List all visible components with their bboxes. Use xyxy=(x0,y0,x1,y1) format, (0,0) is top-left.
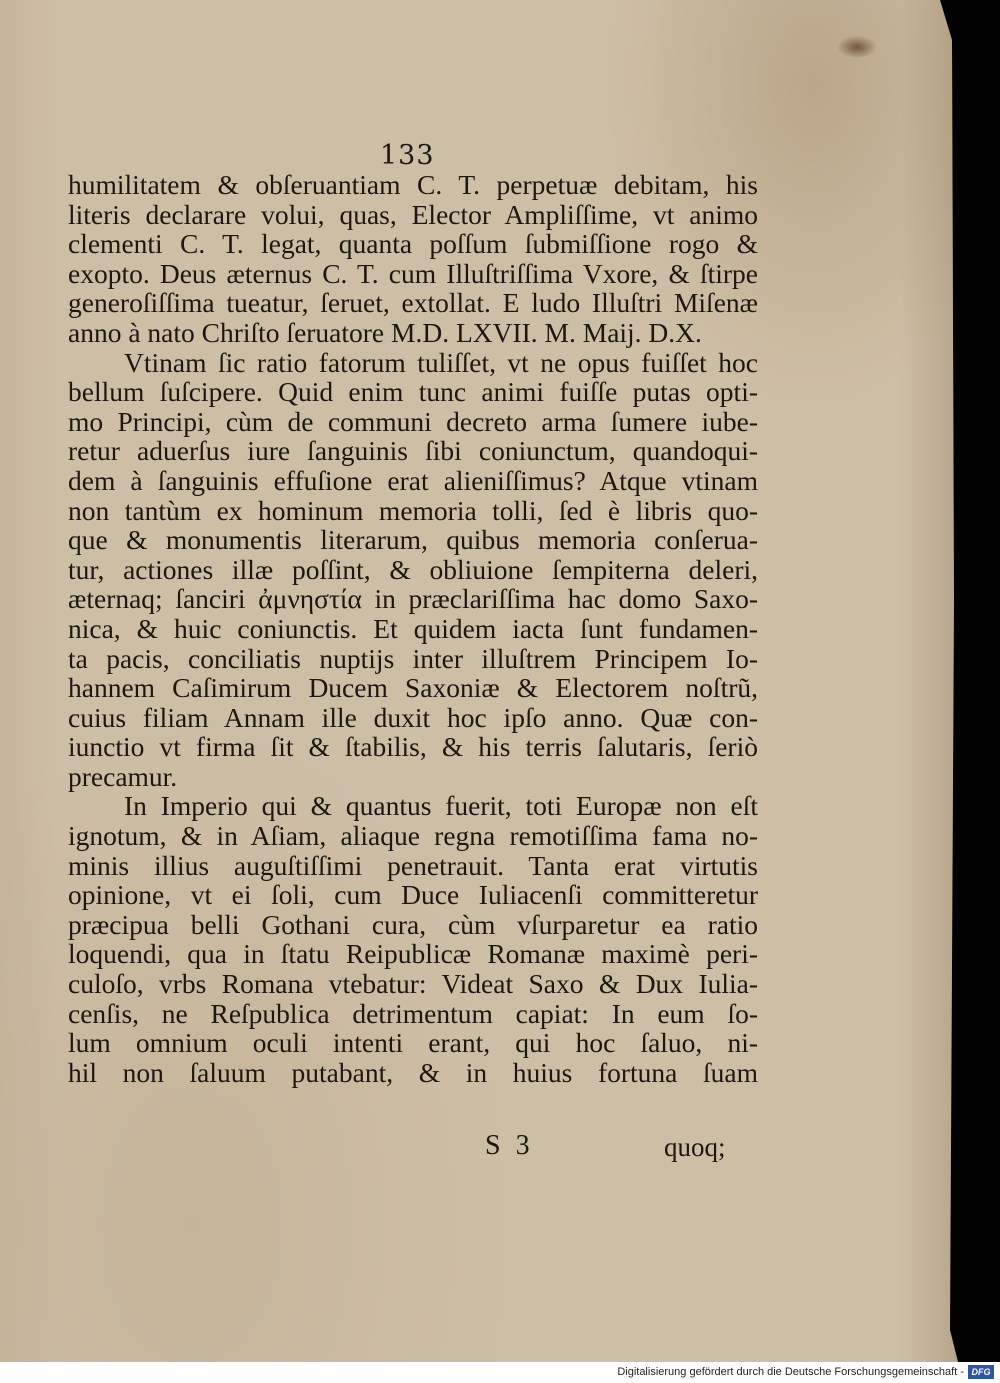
text-line: cenſis, ne Reſpublica detrimentum capiat: In eum ſo- xyxy=(68,997,758,1029)
text-line: nica, & huic coniunctis. Et quidem iacta ſunt fundamen- xyxy=(68,612,758,644)
text-line: præcipua belli Gothani cura, cùm vſurparetur ea ratio xyxy=(68,908,758,940)
text-line: que & monumentis literarum, quibus memoria conſerua- xyxy=(68,524,758,556)
text-line: lum omnium oculi intenti erant, qui hoc ſaluo, ni- xyxy=(68,1027,758,1059)
signature-mark: S 3 xyxy=(485,1130,534,1161)
text-line: mo Principi, cùm de communi decreto arma ſumere iube- xyxy=(68,405,758,437)
dfg-logo: DFG xyxy=(968,1365,994,1379)
text-line: bellum ſuſcipere. Quid enim tunc animi fuiſſe putas opti- xyxy=(68,376,758,408)
text-line: Vtinam ſic ratio fatorum tuliſſet, vt ne opus fuiſſet hoc xyxy=(124,346,758,378)
page-number: 133 xyxy=(380,140,435,171)
text-line: humilitatem & obſeruantiam C. T. perpetuæ debitam, his xyxy=(68,169,758,200)
text-line: cuius filiam Annam ille duxit hoc ipſo anno. Quæ con- xyxy=(68,701,758,733)
text-line: retur aduerſus iure ſanguinis ſibi coniunctum, quandoqui- xyxy=(68,435,758,467)
text-line: opinione, vt ei ſoli, cum Duce Iuliacenſi committeretur xyxy=(68,879,758,911)
text-line: tur, actiones illæ poſſint, & obliuione ſempiterna deleri, xyxy=(68,553,758,585)
text-line: iunctio vt firma ſit & ſtabilis, & his terris ſalutaris, ſeriò xyxy=(68,731,758,763)
text-line: ta pacis, conciliatis nuptijs inter illuſtrem Principem Io- xyxy=(68,642,758,674)
text-line: clementi C. T. legat, quanta poſſum ſubmiſſione rogo & xyxy=(68,228,758,260)
text-line: minis illius auguſtiſſimi penetrauit. Tanta erat virtutis xyxy=(68,849,758,881)
text-line: loquendi, qua in ſtatu Reipublicæ Romanæ maximè peri- xyxy=(68,938,758,970)
funding-notice: Digitalisierung gefördert durch die Deutsche Forschungsgemeinschaft - xyxy=(617,1366,964,1378)
text-line: In Imperio qui & quantus fuerit, toti Europæ non eſt xyxy=(124,790,758,822)
text-line: literis declarare volui, quas, Elector Ampliſſime, vt animo xyxy=(68,198,758,230)
text-line: non tantùm ex hominum memoria tolli, ſed è libris quo- xyxy=(68,494,758,526)
text-line: anno à nato Chriſto ſeruatore M.D. LXVII. M. Maij. D.X. xyxy=(68,316,702,348)
footer-bar xyxy=(0,1362,1000,1383)
text-line: hil non ſaluum putabant, & in huius fortuna ſuam xyxy=(68,1056,758,1088)
body-text xyxy=(68,170,758,1087)
text-line: hannem Caſimirum Ducem Saxoniæ & Electorem noſtrũ, xyxy=(68,672,758,704)
catchword: quoq; xyxy=(664,1132,726,1162)
text-line: dem à ſanguinis effuſione erat alieniſſimus? Atque vtinam xyxy=(68,464,758,496)
text-line: æternaq; ſanciri ἀμνηστία in præclariſſima hac domo Saxo- xyxy=(68,583,758,615)
text-line: culoſo, vrbs Romana vtebatur: Videat Saxo & Dux Iulia- xyxy=(68,968,758,1000)
text-line: generoſiſſima tueatur, ſeruet, extollat. E ludo Illuſtri Miſenæ xyxy=(68,287,758,319)
text-line: exopto. Deus æternus C. T. cum Illuſtriſſima Vxore, & ſtirpe xyxy=(68,257,758,289)
text-line: ignotum, & in Aſiam, aliaque regna remotiſſima fama no- xyxy=(68,820,758,852)
text-line: precamur. xyxy=(68,760,178,792)
ink-stain xyxy=(838,36,876,58)
